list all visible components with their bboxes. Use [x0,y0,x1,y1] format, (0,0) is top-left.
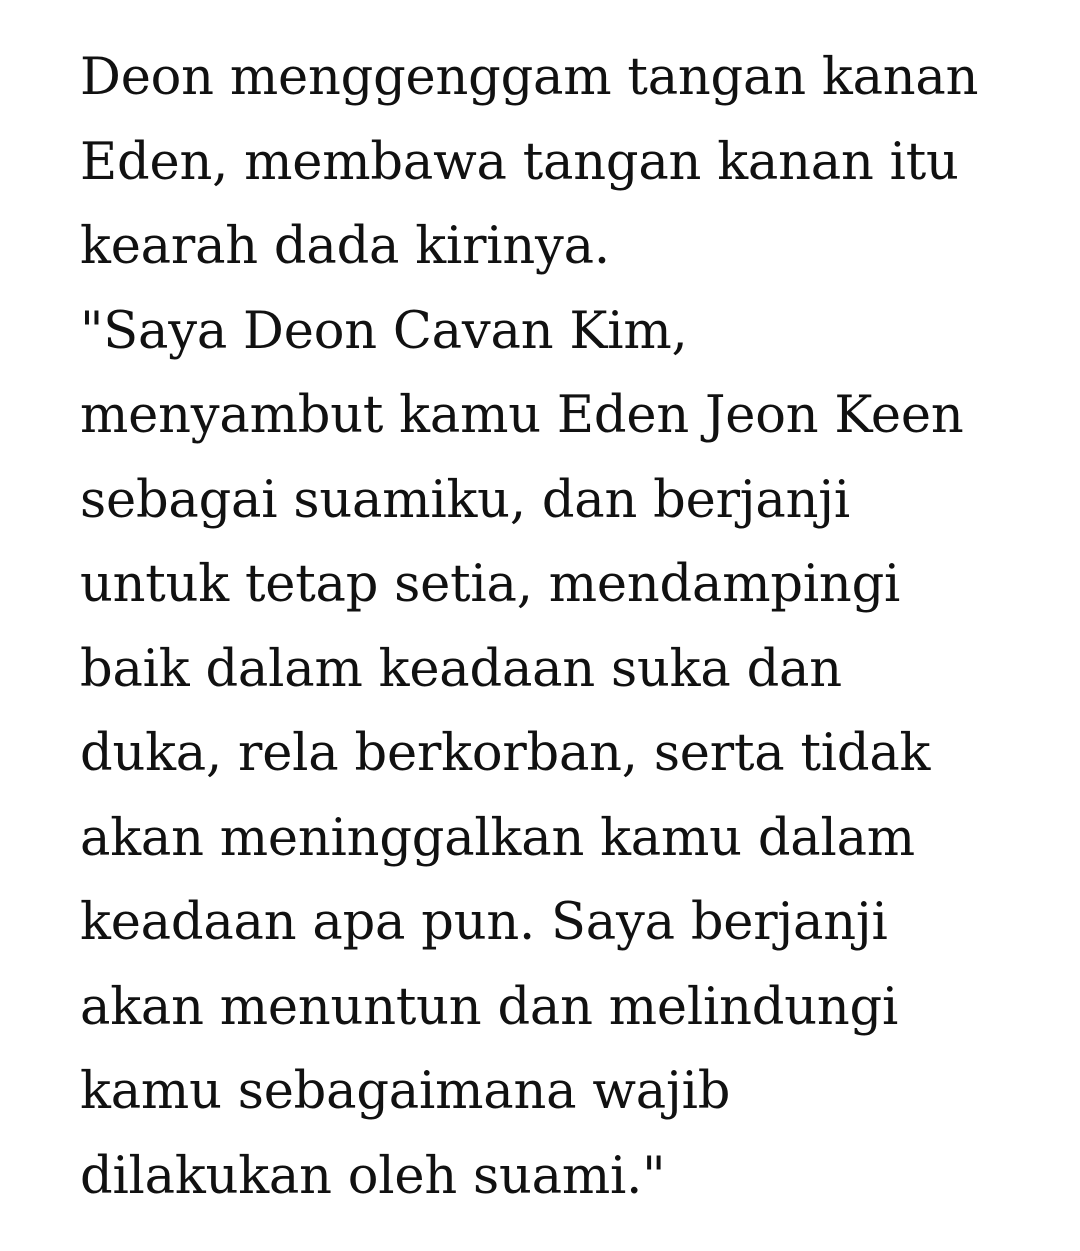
text-line: dilakukan oleh suami." [80,1146,666,1206]
text-line: Eden, membawa tangan kanan itu [80,132,959,192]
text-line: kearah dada kirinya. [80,217,610,276]
text-line: keadaan apa pun. Saya berjanji [80,893,888,952]
story-text [80,36,1060,1219]
text-line: duka, rela berkorban, serta tidak [80,724,931,783]
text-line: akan menuntun dan melindungi [80,977,899,1037]
narration-paragraph [80,36,1060,290]
text-line: menyambut kamu Eden Jeon Keen [80,386,964,445]
text-line: "Saya Deon Cavan Kim, [80,301,688,361]
vow-paragraph [80,290,1060,1220]
text-line: Deon menggenggam tangan kanan [80,48,979,107]
text-line: akan meninggalkan kamu dalam [80,808,915,868]
text-line: untuk tetap setia, mendampingi [80,555,901,614]
text-line: sebagai suamiku, dan berjanji [80,470,850,530]
text-line: kamu sebagaimana wajib [80,1062,731,1121]
text-line: baik dalam keadaan suka dan [80,639,842,699]
